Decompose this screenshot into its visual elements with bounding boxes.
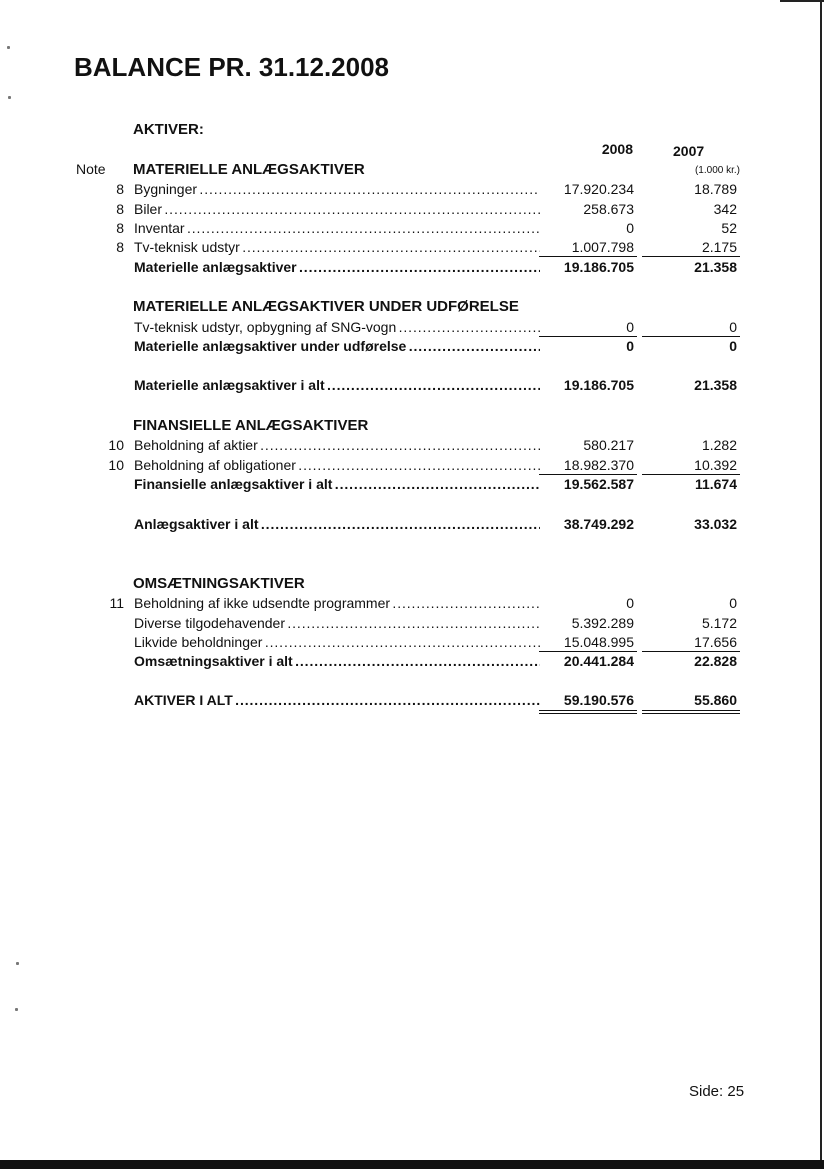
row-label: Inventar . . . <box>134 220 540 236</box>
row-label: Biler . . . <box>134 201 540 217</box>
row-value-2007: 55.860 <box>694 692 737 708</box>
table-row <box>70 595 750 615</box>
row-label: Likvide beholdninger . . . <box>134 634 540 650</box>
row-value-2008: 0 <box>626 220 634 236</box>
table-row <box>70 615 750 635</box>
row-label: Tv-teknisk udstyr . . . <box>134 239 540 255</box>
row-value-2008: 19.186.705 <box>563 377 634 393</box>
row-value-2007: 2.175 <box>701 239 737 255</box>
subtotal-rule <box>539 651 637 652</box>
page-number: Side: 25 <box>689 1083 745 1100</box>
table-row <box>70 437 750 457</box>
page-title: BALANCE PR. 31.12.2008 <box>74 52 390 82</box>
row-note: 11 <box>109 595 124 611</box>
subtotal-row <box>70 653 750 673</box>
total-row <box>70 516 750 536</box>
row-label: Finansielle anlægsaktiver i alt . . . <box>134 476 540 492</box>
grand-total-double-rule <box>539 710 637 714</box>
row-value-2007: 52 <box>721 220 737 236</box>
row-value-2007: 33.032 <box>694 516 737 532</box>
subtotal-rule <box>539 256 637 257</box>
row-value-2008: 5.392.289 <box>571 615 634 631</box>
scan-speck <box>8 96 11 99</box>
subtotal-row <box>70 259 750 279</box>
row-label: Materielle anlægsaktiver . . . <box>134 259 540 275</box>
scan-speck <box>15 1008 18 1011</box>
grand-total-row <box>70 692 750 712</box>
subtotal-rule <box>642 474 740 475</box>
group-heading-finansielle: FINANSIELLE ANLÆGSAKTIVER <box>133 417 369 434</box>
row-value-2007: 18.789 <box>694 181 737 197</box>
row-value-2007: 22.828 <box>694 653 737 669</box>
subtotal-row <box>70 476 750 496</box>
row-value-2007: 17.656 <box>694 634 737 650</box>
group-heading-materielle: MATERIELLE ANLÆGSAKTIVER <box>133 161 365 178</box>
row-value-2007: 21.358 <box>694 377 737 393</box>
row-value-2008: 59.190.576 <box>563 692 634 708</box>
row-label: Omsætningsaktiver i alt . . . <box>134 653 540 669</box>
row-value-2007: 342 <box>713 201 737 217</box>
row-value-2008: 0 <box>626 595 634 611</box>
row-value-2007: 11.674 <box>694 476 737 492</box>
scan-speck <box>7 46 10 49</box>
row-value-2008: 17.920.234 <box>563 181 634 197</box>
row-value-2008: 38.749.292 <box>563 516 634 532</box>
group-heading-omsaetning: OMSÆTNINGSAKTIVER <box>133 575 305 592</box>
scan-speck <box>16 962 19 965</box>
row-note: 10 <box>108 457 124 473</box>
scan-border-right <box>820 0 822 1169</box>
row-value-2008: 258.673 <box>583 201 634 217</box>
grand-total-double-rule <box>642 710 740 714</box>
row-label: Beholdning af ikke udsendte programmer . . . <box>134 595 540 611</box>
table-row <box>70 220 750 240</box>
table-row <box>70 201 750 221</box>
row-value-2007: 0 <box>729 595 737 611</box>
row-value-2008: 19.562.587 <box>563 476 634 492</box>
subtotal-rule <box>539 474 637 475</box>
row-label: AKTIVER I ALT . . . <box>134 692 540 708</box>
row-label: Materielle anlægsaktiver i alt . . . <box>134 377 540 393</box>
subtotal-rule <box>539 336 637 337</box>
row-label: Tv-teknisk udstyr, opbygning af SNG-vogn . . . <box>134 319 540 335</box>
row-value-2008: 20.441.284 <box>563 653 634 669</box>
section-heading-aktiver: AKTIVER: <box>133 121 204 138</box>
row-value-2008: 0 <box>626 319 634 335</box>
row-note: 10 <box>108 437 124 453</box>
scan-border-top <box>780 0 824 2</box>
row-note: 8 <box>116 181 124 197</box>
total-row <box>70 377 750 397</box>
row-value-2007: 10.392 <box>694 457 737 473</box>
row-label: Anlægsaktiver i alt . . . <box>134 516 540 532</box>
subtotal-rule <box>642 651 740 652</box>
row-label: Diverse tilgodehavender . . . <box>134 615 540 631</box>
column-header-2008: 2008 <box>601 141 633 157</box>
subtotal-rule <box>642 336 740 337</box>
column-header-2007: 2007 <box>673 143 705 159</box>
row-label: Beholdning af obligationer . . . <box>134 457 540 473</box>
row-value-2008: 18.982.370 <box>563 457 634 473</box>
row-value-2007: 0 <box>729 319 737 335</box>
row-value-2008: 1.007.798 <box>571 239 634 255</box>
row-label: Materielle anlægsaktiver under udførelse . . . <box>134 338 540 354</box>
column-header-note: Note <box>76 161 106 177</box>
group-heading-under-udfoerelse: MATERIELLE ANLÆGSAKTIVER UNDER UDFØRELSE <box>133 298 519 315</box>
row-value-2008: 0 <box>626 338 634 354</box>
row-note: 8 <box>116 239 124 255</box>
row-value-2008: 580.217 <box>583 437 634 453</box>
row-value-2008: 19.186.705 <box>563 259 634 275</box>
row-label: Beholdning af aktier . . . <box>134 437 540 453</box>
row-label: Bygninger . . . <box>134 181 540 197</box>
row-note: 8 <box>116 201 124 217</box>
column-unit: (1.000 kr.) <box>694 165 740 176</box>
row-value-2007: 21.358 <box>694 259 737 275</box>
subtotal-row <box>70 338 750 358</box>
subtotal-rule <box>642 256 740 257</box>
scan-border-bottom <box>0 1160 824 1169</box>
row-value-2007: 0 <box>729 338 737 354</box>
row-value-2007: 1.282 <box>701 437 737 453</box>
table-row <box>70 181 750 201</box>
row-note: 8 <box>116 220 124 236</box>
row-value-2007: 5.172 <box>701 615 737 631</box>
row-value-2008: 15.048.995 <box>563 634 634 650</box>
